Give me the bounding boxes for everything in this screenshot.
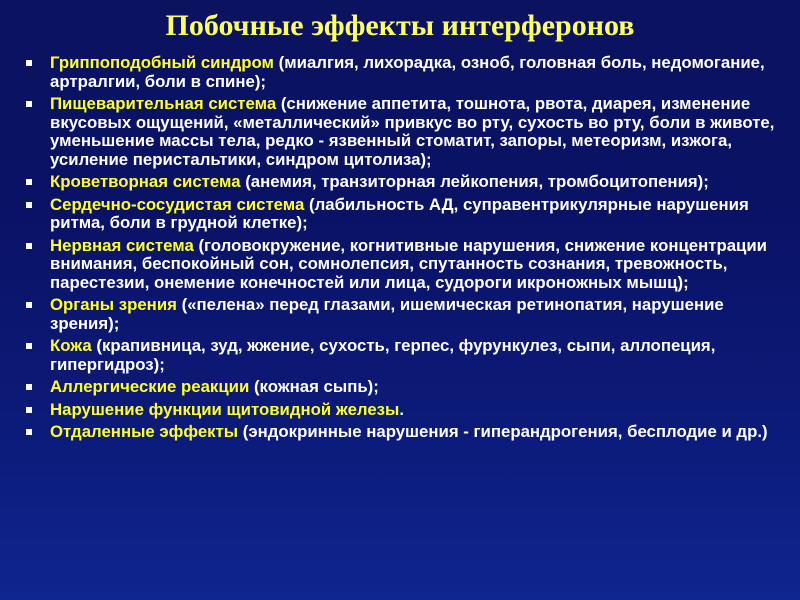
list-item (20, 337, 790, 374)
bullet-icon (26, 343, 32, 349)
item-detail: (анемия, транзиторная лейкопения, тромбоцитопения); (240, 172, 709, 191)
slide-title: Побочные эффекты интерферонов (165, 9, 635, 42)
item-detail: (кожная сыпь); (249, 377, 379, 396)
list-item (20, 173, 790, 192)
bullet-icon (26, 60, 32, 66)
list-item (20, 378, 790, 397)
list-item (20, 237, 790, 293)
item-term: Органы зрения (50, 295, 177, 314)
item-term: Нарушение функции щитовидной железы (50, 399, 400, 419)
bullet-icon (26, 243, 32, 249)
item-detail: (миалгия, лихорадка, озноб, головная боль, недомогание, артралгии, боли в спине); (50, 53, 765, 91)
item-detail: (лабильность АД, суправентрикулярные нарушения ритма, боли в грудной клетке); (50, 194, 749, 232)
list-item (20, 54, 790, 91)
item-detail: (крапивница, зуд, жжение, сухость, герпес, фурункулез, сыпи, аллопеция, гипергидроз); (50, 336, 716, 374)
bullet-icon (26, 384, 32, 390)
item-detail: (снижение аппетита, тошнота, рвота, диарея, изменение вкусовых ощущений, «металлический» привкус во рту, сухость во рту, боли в животе, уменьшение массы тела, редко - язвенный стоматит, запоры, метеоризм, изжога, усиление перистальтики, синдром цитолиза); (50, 94, 775, 169)
bullet-icon (26, 429, 32, 435)
item-detail: («пелена» перед глазами, ишемическая ретинопатия, нарушение зрения); (50, 295, 724, 333)
list-item (20, 196, 790, 233)
item-term: Гриппоподобный синдром (50, 53, 274, 72)
item-term: Отдаленные эффекты (50, 422, 239, 441)
bullet-icon (26, 101, 32, 107)
list-item (20, 95, 790, 169)
item-detail: (головокружение, когнитивные нарушения, снижение концентрации внимания, беспокойный сон, сомнолепсия, спутанность сознания, тревожность, парестезии, онемение конечностей или лица, судороги икроножных мышц); (50, 235, 767, 292)
bullet-icon (26, 302, 32, 308)
item-detail: . (399, 399, 405, 419)
bullet-icon (26, 179, 32, 185)
list-item (20, 296, 790, 333)
item-term: Пищеварительная система (50, 94, 277, 113)
item-term: Нервная система (50, 235, 194, 255)
item-term: Кожа (50, 336, 92, 355)
item-term: Аллергические реакции (50, 377, 250, 396)
item-detail: (эндокринные нарушения - гиперандрогения, бесплодие и др.) (238, 422, 768, 441)
list-item (20, 401, 790, 420)
list-item (20, 423, 790, 442)
item-term: Кроветворная система (50, 172, 241, 191)
item-term: Сердечно-сосудистая система (50, 194, 305, 214)
bullet-icon (26, 407, 32, 413)
bullet-icon (26, 202, 32, 208)
side-effects-list (20, 54, 790, 446)
